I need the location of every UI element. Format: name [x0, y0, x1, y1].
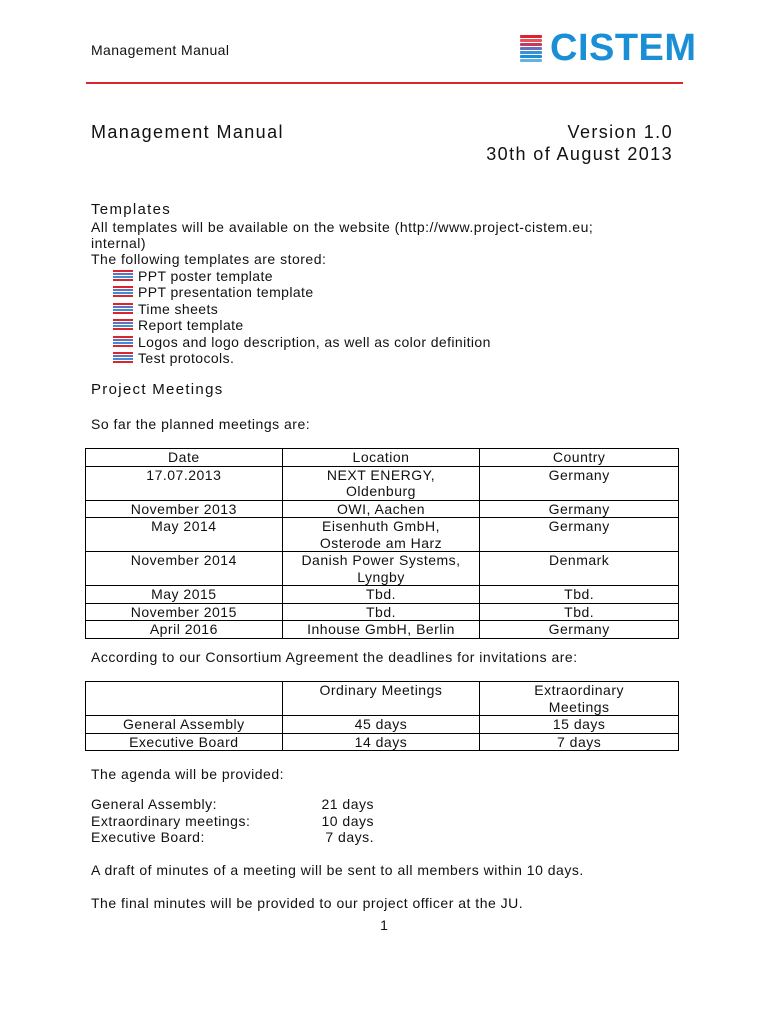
table-cell: NEXT ENERGY, Oldenburg — [282, 466, 480, 500]
agenda-row — [91, 796, 374, 813]
table-cell: 45 days — [282, 716, 480, 734]
meetings-heading: Project Meetings — [91, 381, 224, 398]
list-item — [113, 317, 491, 333]
agenda-label: Executive Board: — [91, 829, 205, 845]
cistem-logo — [520, 26, 697, 70]
column-header: Country — [480, 449, 679, 467]
table-cell: May 2015 — [86, 586, 283, 604]
column-header — [86, 682, 283, 716]
column-header: Extraordinary Meetings — [480, 682, 679, 716]
templates-intro-line-2: internal) — [91, 235, 147, 251]
document-title: Management Manual — [91, 122, 284, 142]
agenda-value: 7 days. — [325, 829, 374, 845]
table-cell: OWI, Aachen — [282, 500, 480, 518]
table-cell: 7 days — [480, 733, 679, 751]
table-cell: Tbd. — [282, 586, 480, 604]
table-cell: May 2014 — [86, 518, 283, 552]
logo-text: CISTEM — [550, 27, 697, 69]
list-item — [113, 350, 491, 366]
page-number: 1 — [380, 917, 388, 933]
list-item-label: Test protocols. — [138, 349, 235, 366]
list-item — [113, 268, 491, 284]
agenda-value: 10 days — [321, 812, 374, 829]
minutes-draft: A draft of minutes of a meeting will be sent to all members within 10 days. — [91, 862, 584, 878]
table-cell: Germany — [480, 500, 679, 518]
agenda-intro: The agenda will be provided: — [91, 766, 285, 782]
striped-flag-icon — [113, 319, 133, 331]
list-item-label: PPT presentation template — [138, 284, 314, 301]
deadlines-intro: According to our Consortium Agreement the deadlines for invitations are: — [91, 649, 578, 665]
table-cell: November 2015 — [86, 603, 283, 621]
striped-flag-icon — [113, 270, 133, 282]
striped-flag-icon — [113, 352, 133, 364]
table-cell: Tbd. — [480, 586, 679, 604]
list-item-label: Report template — [138, 317, 244, 334]
table-cell: General Assembly — [86, 716, 283, 734]
table-row — [86, 621, 679, 639]
logo-stripes-icon — [520, 35, 542, 63]
table-cell: Germany — [480, 621, 679, 639]
deadlines-table-body — [86, 716, 679, 751]
table-row — [86, 552, 679, 586]
table-row — [86, 603, 679, 621]
table-header-row — [86, 682, 679, 716]
list-item-label: Logos and logo description, as well as color definition — [138, 333, 491, 350]
column-header: Date — [86, 449, 283, 467]
table-cell: Danish Power Systems, Lyngby — [282, 552, 480, 586]
table-cell: Denmark — [480, 552, 679, 586]
agenda-value: 21 days — [321, 796, 374, 812]
list-item — [113, 334, 491, 350]
meetings-intro: So far the planned meetings are: — [91, 416, 311, 432]
document-version: Version 1.0 — [567, 122, 673, 142]
table-row — [86, 466, 679, 500]
table-row — [86, 500, 679, 518]
templates-intro-line-3: The following templates are stored: — [91, 251, 327, 267]
table-cell: 15 days — [480, 716, 679, 734]
table-cell: April 2016 — [86, 621, 283, 639]
table-row — [86, 518, 679, 552]
list-item — [113, 301, 491, 317]
striped-flag-icon — [113, 303, 133, 315]
table-row — [86, 716, 679, 734]
list-item-label: Time sheets — [138, 300, 219, 317]
header-title: Management Manual — [91, 42, 230, 58]
list-item — [113, 284, 491, 300]
table-cell: 14 days — [282, 733, 480, 751]
templates-heading: Templates — [91, 201, 172, 218]
meetings-table-body — [86, 466, 679, 638]
table-cell: Germany — [480, 518, 679, 552]
table-cell: Executive Board — [86, 733, 283, 751]
agenda-label: Extraordinary meetings: — [91, 812, 251, 829]
table-cell: November 2014 — [86, 552, 283, 586]
table-row — [86, 586, 679, 604]
templates-intro-line-1: All templates will be available on the website (http://www.project-cistem.eu; — [91, 219, 594, 235]
table-cell: Eisenhuth GmbH, Osterode am Harz — [282, 518, 480, 552]
table-cell: Inhouse GmbH, Berlin — [282, 621, 480, 639]
meetings-table — [85, 448, 679, 639]
table-cell: November 2013 — [86, 500, 283, 518]
header-rule — [86, 82, 683, 84]
document-date: 30th of August 2013 — [486, 144, 673, 164]
table-row — [86, 733, 679, 751]
table-cell: 17.07.2013 — [86, 466, 283, 500]
table-cell: Germany — [480, 466, 679, 500]
table-header-row — [86, 449, 679, 467]
agenda-label: General Assembly: — [91, 796, 217, 812]
minutes-final: The final minutes will be provided to our project officer at the JU. — [91, 895, 524, 911]
list-item-label: PPT poster template — [138, 268, 273, 284]
striped-flag-icon — [113, 336, 133, 348]
column-header: Location — [282, 449, 480, 467]
agenda-list — [91, 796, 374, 846]
template-list — [113, 268, 491, 366]
table-cell: Tbd. — [282, 603, 480, 621]
deadlines-table — [85, 681, 679, 751]
agenda-row — [91, 812, 374, 830]
agenda-row — [91, 829, 374, 846]
column-header: Ordinary Meetings — [282, 682, 480, 716]
striped-flag-icon — [113, 286, 133, 298]
table-cell: Tbd. — [480, 603, 679, 621]
